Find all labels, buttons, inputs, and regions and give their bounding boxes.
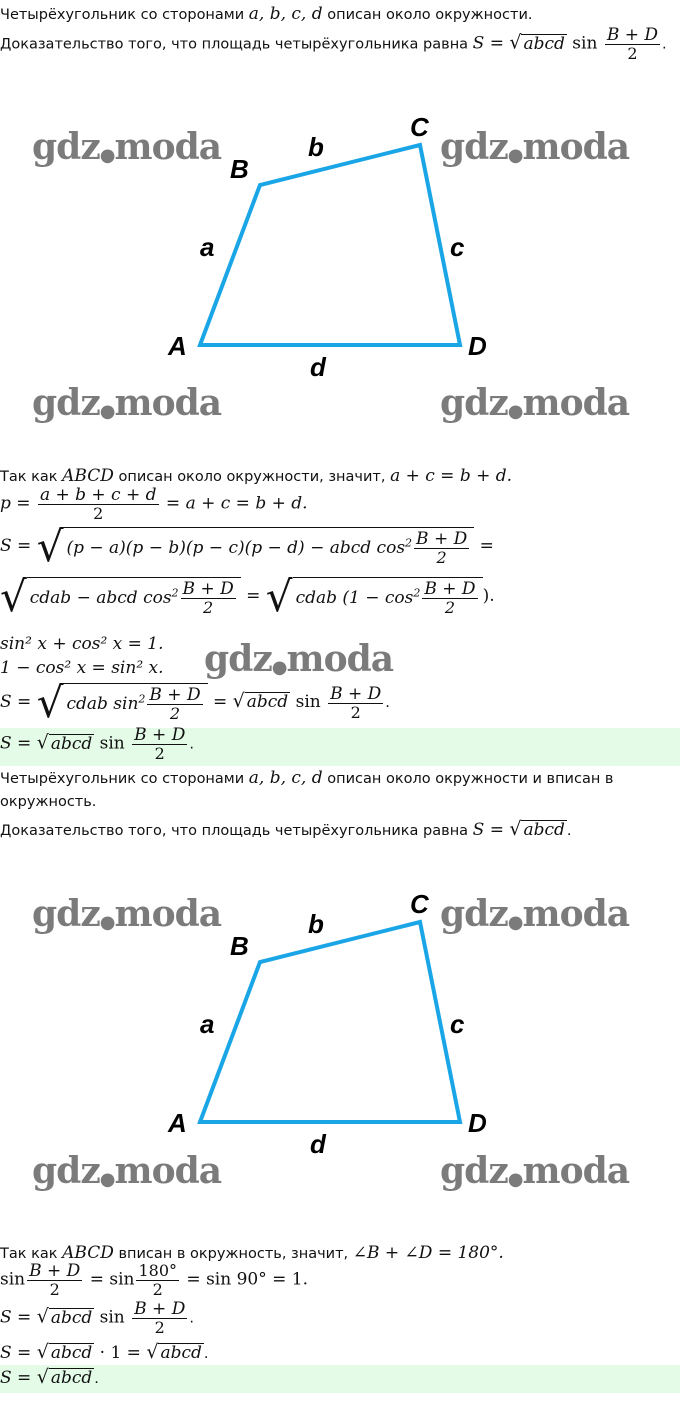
radicand-block xyxy=(27,577,241,617)
result-highlight-2 xyxy=(0,1365,680,1393)
s-lhs: S = xyxy=(0,536,37,556)
fraction-denominator: 2 xyxy=(49,1280,60,1299)
sqrt-icon: √ xyxy=(146,1341,159,1363)
intro-text-end: описан около окружности и вписан в xyxy=(327,771,614,787)
close-paren: ). xyxy=(482,586,495,606)
result-line-2 xyxy=(0,1366,99,1388)
sqrt-icon: √ xyxy=(36,1341,49,1363)
period: . xyxy=(662,36,667,53)
side-c-label: c xyxy=(450,1009,465,1039)
radicand-text: cdab sin xyxy=(66,694,139,714)
fraction-numerator: B + D xyxy=(606,25,659,45)
sqrt-icon: √ xyxy=(36,522,64,571)
side-a-label: a xyxy=(200,232,215,262)
abcd: ABCD xyxy=(62,1243,114,1263)
period: . xyxy=(203,1346,209,1362)
s-lhs: S = xyxy=(0,692,37,712)
formula-radicand: abcd xyxy=(523,820,565,840)
watermark: gdz●moda xyxy=(32,1150,222,1192)
abcd: ABCD xyxy=(62,466,114,486)
p-lhs: p = xyxy=(0,493,36,514)
square-exponent: 2 xyxy=(413,586,421,600)
angle-fraction xyxy=(422,580,477,617)
fraction-numerator: B + D xyxy=(134,725,186,745)
trig-identity-2: 1 − cos² x = sin² x. xyxy=(0,658,164,678)
equals: = xyxy=(240,586,266,606)
vertex-d-label: D xyxy=(468,331,487,361)
so-text-2: описан около окружности, значит, xyxy=(118,469,386,485)
area-line-5 xyxy=(0,1341,208,1363)
angle-fraction xyxy=(328,685,383,722)
square-exponent: 2 xyxy=(405,536,413,550)
vertex-b-label: B xyxy=(230,154,249,184)
sin-line xyxy=(0,1262,308,1299)
intro-text: Четырёхугольник со сторонами xyxy=(0,771,245,787)
watermark: gdz●moda xyxy=(204,638,394,680)
angle-fraction xyxy=(132,726,187,763)
s-lhs: S = xyxy=(0,733,37,754)
angle-fraction xyxy=(181,580,236,617)
period: . xyxy=(189,1310,194,1327)
sqrt-icon: √ xyxy=(265,572,293,621)
angle-fraction xyxy=(414,530,469,567)
vertex-a-label: A xyxy=(168,331,187,361)
fraction-numerator: B + D xyxy=(29,1261,81,1281)
intro-vars: a, b, c, d xyxy=(248,4,323,24)
p-fraction xyxy=(38,486,159,523)
angle-fraction xyxy=(147,686,202,723)
radicand: abcd xyxy=(50,1368,93,1388)
radicand: abcd xyxy=(246,692,289,712)
intro-line-1 xyxy=(0,4,533,24)
sides-equation: a + c = b + d. xyxy=(390,466,513,486)
sin-equals: = sin xyxy=(84,1269,135,1290)
radicand-block xyxy=(63,527,474,567)
vertex-c-label: C xyxy=(410,889,429,919)
fraction-denominator: 2 xyxy=(627,44,638,63)
s-lhs: S = xyxy=(0,1307,37,1328)
sin-result: = sin 90° = 1. xyxy=(181,1269,308,1290)
proof-statement-2 xyxy=(0,818,572,840)
degree-fraction xyxy=(136,1262,179,1299)
fraction-denominator: 2 xyxy=(154,1318,165,1337)
proof-text: Доказательство того, что площадь четырёхугольника равна xyxy=(0,823,469,839)
sin: sin xyxy=(94,1307,131,1328)
sqrt-icon: √ xyxy=(0,572,27,621)
sin: sin xyxy=(94,733,131,754)
period: . xyxy=(189,736,194,753)
radicand: abcd xyxy=(50,1343,93,1363)
square-exponent: 2 xyxy=(138,692,146,706)
watermark: gdz●moda xyxy=(440,382,630,424)
intro-line-2 xyxy=(0,768,613,788)
sqrt-icon: √ xyxy=(36,731,49,754)
watermark: gdz●moda xyxy=(440,126,630,168)
watermark: gdz●moda xyxy=(440,893,630,935)
side-c-label: c xyxy=(450,232,465,262)
vertex-c-label: C xyxy=(410,112,429,142)
side-d-label: d xyxy=(310,352,326,382)
fraction-numerator: B + D xyxy=(149,685,201,705)
fraction-numerator: B + D xyxy=(416,529,468,549)
radicand-text: cdab − abcd cos xyxy=(29,588,172,608)
sqrt-icon: √ xyxy=(36,678,64,727)
proof-text: Доказательство того, что площадь четырёхугольника равна xyxy=(0,36,469,53)
vertex-b-label: B xyxy=(230,931,249,961)
fraction-denominator: 2 xyxy=(169,704,181,723)
sin: sin xyxy=(0,1269,26,1290)
p-rhs: = a + c = b + d. xyxy=(160,493,308,514)
fraction-denominator: 2 xyxy=(436,548,447,567)
fraction-numerator: B + D xyxy=(182,579,234,599)
sqrt-icon: √ xyxy=(509,31,522,54)
fraction-denominator: 2 xyxy=(444,598,456,617)
radicand-block xyxy=(63,683,207,723)
condition-line-1 xyxy=(0,466,512,486)
vertex-d-label: D xyxy=(468,1108,487,1138)
times-one: · 1 = xyxy=(94,1343,147,1363)
p-numerator: a + b + c + d xyxy=(39,485,157,505)
semiperimeter-line xyxy=(0,486,308,523)
result-line-1 xyxy=(0,726,194,763)
so-text-2: вписан в окружность, значит, xyxy=(118,1246,349,1262)
p-denominator: 2 xyxy=(93,504,104,523)
formula-sin: sin xyxy=(566,33,603,54)
radicand: abcd xyxy=(160,1343,202,1363)
area-line-4 xyxy=(0,1300,194,1337)
intro-text-end: описан около окружности. xyxy=(327,7,533,23)
side-b-label: b xyxy=(308,132,324,162)
period: . xyxy=(566,823,572,839)
area-line-2 xyxy=(0,572,495,621)
s-lhs: S = xyxy=(0,1368,37,1388)
equals: = xyxy=(207,692,233,712)
s-lhs: S = xyxy=(0,1343,37,1363)
intro-vars: a, b, c, d xyxy=(248,768,323,788)
fraction-numerator: B + D xyxy=(134,1299,186,1319)
fraction-numerator: B + D xyxy=(424,579,476,599)
watermark: gdz●moda xyxy=(32,126,222,168)
sqrt-icon: √ xyxy=(509,818,522,840)
trig-identity-1: sin² x + cos² x = 1. xyxy=(0,634,164,654)
condition-line-2 xyxy=(0,1243,504,1263)
fraction-denominator: 2 xyxy=(152,1280,163,1299)
side-d-label: d xyxy=(310,1129,326,1159)
radicand-block xyxy=(293,577,483,617)
formula-radicand: abcd xyxy=(523,33,565,54)
fraction-denominator: 2 xyxy=(203,598,214,617)
angle-fraction xyxy=(132,1300,187,1337)
side-a-label: a xyxy=(200,1009,215,1039)
fraction-numerator: 180° xyxy=(138,1261,178,1280)
vertex-a-label: A xyxy=(168,1108,187,1138)
formula-fraction xyxy=(605,26,660,63)
period: . xyxy=(385,695,390,711)
sqrt-icon: √ xyxy=(36,1366,49,1388)
sqrt-icon: √ xyxy=(232,690,245,712)
radicand-text: cdab (1 − cos xyxy=(295,588,414,608)
intro-text-wrap: окружность. xyxy=(0,794,97,810)
watermark: gdz●moda xyxy=(440,1150,630,1192)
radicand-text: (p − a)(p − b)(p − c)(p − d) − abcd cos xyxy=(66,538,406,558)
fraction-numerator: B + D xyxy=(330,683,382,704)
fraction-denominator: 2 xyxy=(154,744,165,763)
equals: = xyxy=(474,536,494,556)
watermark: gdz●moda xyxy=(32,382,222,424)
radicand: abcd xyxy=(50,733,93,754)
so-text: Так как xyxy=(0,469,58,485)
period: . xyxy=(94,1371,99,1387)
side-b-label: b xyxy=(308,909,324,939)
sin: sin xyxy=(290,692,327,712)
formula-lhs: S = xyxy=(472,33,510,54)
intro-text: Четырёхугольник со сторонами xyxy=(0,7,245,23)
formula-lhs: S = xyxy=(472,820,510,840)
fraction-denominator: 2 xyxy=(350,702,361,722)
area-line-1 xyxy=(0,522,494,571)
so-text: Так как xyxy=(0,1246,58,1262)
area-line-3 xyxy=(0,678,390,727)
watermark: gdz●moda xyxy=(32,893,222,935)
sqrt-icon: √ xyxy=(36,1305,49,1328)
radicand: abcd xyxy=(50,1307,93,1328)
square-exponent: 2 xyxy=(171,586,179,600)
angles-equation: ∠B + ∠D = 180°. xyxy=(352,1243,504,1263)
angle-fraction xyxy=(27,1262,82,1299)
proof-statement-1 xyxy=(0,26,667,63)
